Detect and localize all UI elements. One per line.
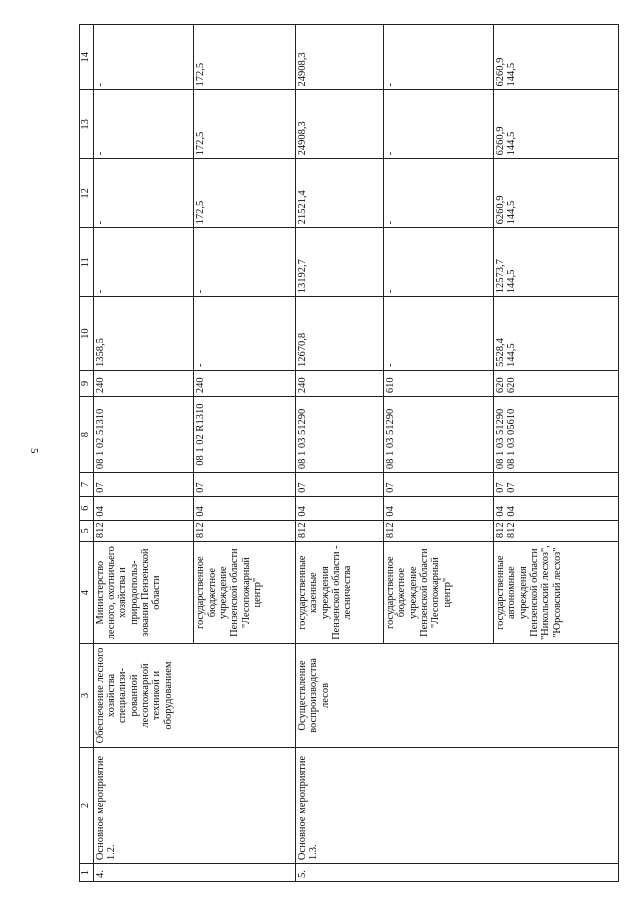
value-cell (494, 159, 619, 228)
csr-code: 08 1 02 R1310 (194, 397, 296, 473)
event-name: Основное мероприятие 1.2. (93, 747, 295, 863)
executor: государственное бюджетное учреждение Пензенской области "Лесопожарный центр" (194, 542, 296, 644)
vr-code: 240 (296, 370, 384, 396)
vr-line: 620 (495, 377, 507, 394)
header-row (80, 25, 94, 882)
value-cell: - (93, 25, 194, 90)
rz-line: 04 (506, 506, 518, 517)
grbs-code: 812 (296, 520, 384, 541)
header-cell: 2 (80, 747, 94, 863)
vr-line: 620 (506, 377, 518, 394)
value-cell: - (383, 228, 493, 297)
rz-code: 04 (194, 496, 296, 520)
pr-line: 07 (495, 482, 507, 493)
value-cell (494, 90, 619, 159)
csr-line: 08 1 03 05610 (506, 408, 518, 470)
row-number: 4. (93, 864, 295, 882)
grbs-code: 812 (383, 520, 493, 541)
value-line: 144,5 (506, 343, 518, 367)
grbs-code (494, 520, 619, 541)
value-cell: - (383, 25, 493, 90)
grbs-code: 812 (93, 520, 194, 541)
rz-code: 04 (296, 496, 384, 520)
value-line: 6260,9 (495, 195, 507, 225)
budget-table (79, 24, 619, 882)
value-cell (494, 297, 619, 371)
vr-code: 610 (383, 370, 493, 396)
rz-line: 04 (495, 506, 507, 517)
value-cell: 12670,8 (296, 297, 384, 371)
vr-code: 240 (93, 370, 194, 396)
value-cell: - (93, 90, 194, 159)
value-cell: 24908,3 (296, 25, 384, 90)
header-cell: 7 (80, 473, 94, 497)
value-cell (494, 25, 619, 90)
value-line: 6260,9 (495, 57, 507, 87)
value-line: 144,5 (506, 200, 518, 225)
value-line: 144,5 (506, 62, 518, 87)
header-cell: 11 (80, 228, 94, 297)
grbs-line: 812 (495, 522, 507, 539)
value-cell: 172,5 (194, 25, 296, 90)
pr-code: 07 (296, 473, 384, 497)
value-line: 144,5 (506, 269, 518, 294)
header-cell: 1 (80, 864, 94, 882)
value-cell: - (383, 90, 493, 159)
value-cell: - (93, 159, 194, 228)
executor: Министерство лесного, охотничьего хозяйства и природопольз-зования Пензенской области (93, 542, 194, 644)
header-cell: 12 (80, 159, 94, 228)
value-cell: 21521,4 (296, 159, 384, 228)
header-cell: 8 (80, 397, 94, 473)
csr-code (494, 397, 619, 473)
page-number: 5 (28, 448, 40, 454)
executor: государственное бюджетное учреждение Пензенской области "Лесопожарный центр" (383, 542, 493, 644)
value-cell: 1358,5 (93, 297, 194, 371)
value-cell: - (93, 228, 194, 297)
rotated-table-wrapper (79, 24, 619, 882)
event-description: Обеспечение лесного хозяйства специализи-рованной лесопожарной техникой и оборудованием (93, 644, 295, 747)
value-cell: - (383, 297, 493, 371)
value-cell: - (194, 297, 296, 371)
header-cell: 14 (80, 25, 94, 90)
header-cell: 9 (80, 370, 94, 396)
header-cell: 4 (80, 542, 94, 644)
header-cell: 10 (80, 297, 94, 371)
value-cell: 172,5 (194, 90, 296, 159)
vr-code: 240 (194, 370, 296, 396)
pr-code: 07 (93, 473, 194, 497)
value-cell: 24908,3 (296, 90, 384, 159)
value-cell: - (383, 159, 493, 228)
header-cell: 3 (80, 644, 94, 747)
pr-code: 07 (383, 473, 493, 497)
value-cell: 13192,7 (296, 228, 384, 297)
csr-line: 08 1 03 51290 (495, 408, 507, 470)
row-number: 5. (296, 864, 619, 882)
csr-code: 08 1 03 51290 (383, 397, 493, 473)
value-line: 6260,9 (495, 126, 507, 156)
executor: государственные автономные учреждения Пензенской области "Никольский лесхоз", "Юрсовский лесхоз" (494, 542, 619, 644)
grbs-line: 812 (506, 522, 518, 539)
csr-code: 08 1 02 51310 (93, 397, 194, 473)
table-row (93, 25, 194, 882)
header-cell: 6 (80, 496, 94, 520)
event-description: Осуществление воспроизводства лесов (296, 644, 619, 747)
value-cell: 172,5 (194, 159, 296, 228)
header-cell: 13 (80, 90, 94, 159)
pr-line: 07 (506, 482, 518, 493)
rz-code: 04 (383, 496, 493, 520)
rz-code: 04 (93, 496, 194, 520)
pr-code: 07 (194, 473, 296, 497)
vr-code (494, 370, 619, 396)
table-row (296, 25, 384, 882)
event-name: Основное мероприятие 1.3. (296, 747, 619, 863)
rz-code (494, 496, 619, 520)
header-cell: 5 (80, 520, 94, 541)
pr-code (494, 473, 619, 497)
value-cell: - (194, 228, 296, 297)
value-cell (494, 228, 619, 297)
value-line: 12573,7 (495, 259, 507, 294)
value-line: 5528,4 (495, 338, 507, 367)
grbs-code: 812 (194, 520, 296, 541)
csr-code: 08 1 03 51290 (296, 397, 384, 473)
executor: государственные казенные учреждения Пензенской области - лесничества (296, 542, 384, 644)
value-line: 144,5 (506, 131, 518, 156)
